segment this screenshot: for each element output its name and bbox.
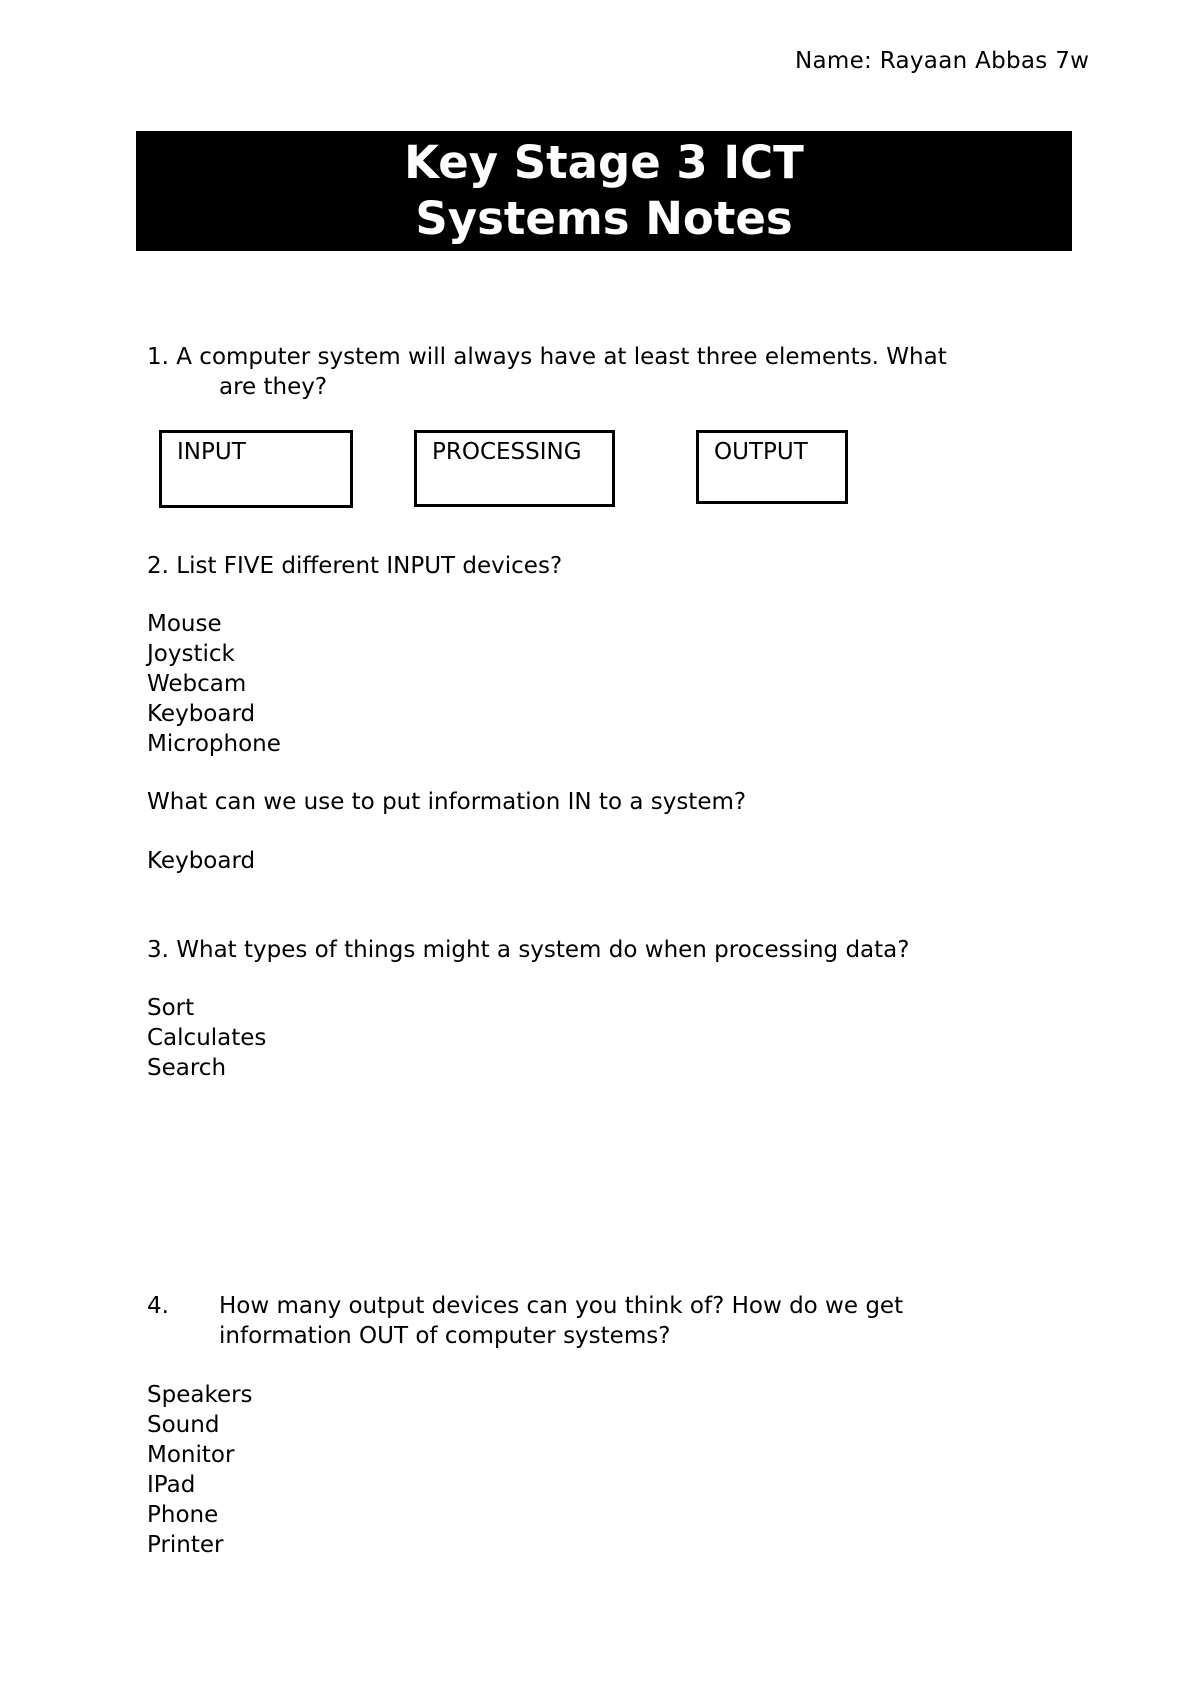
student-name: Name: Rayaan Abbas 7w (795, 48, 1090, 74)
q4-text-line-2: information OUT of computer systems? (219, 1323, 671, 1349)
input-box (159, 430, 353, 508)
processing-box (414, 430, 615, 507)
q4-answer-list (147, 1380, 253, 1560)
output-box-label: OUTPUT (714, 439, 808, 465)
output-box (696, 430, 848, 504)
list-item: Webcam (147, 671, 247, 697)
q3-question: 3. What types of things might a system do when processing data? (147, 937, 910, 963)
list-item: Mouse (147, 611, 222, 637)
input-box-label: INPUT (177, 439, 246, 465)
title-banner (136, 131, 1072, 251)
q2-question: 2. List FIVE different INPUT devices? (147, 553, 563, 579)
processing-box-label: PROCESSING (432, 439, 582, 465)
list-item: Keyboard (147, 701, 256, 727)
q4-text-line-1: How many output devices can you think of? How do we get (219, 1293, 904, 1319)
list-item: Calculates (147, 1025, 267, 1051)
title-line-1: Key Stage 3 ICT (404, 136, 804, 189)
list-item: Phone (147, 1502, 219, 1528)
q2-answer-list (147, 609, 281, 759)
q2-sub-question: What can we use to put information IN to a system? (147, 789, 747, 815)
list-item: Sort (147, 995, 195, 1021)
title-line-2: Systems Notes (415, 192, 793, 245)
list-item: Speakers (147, 1382, 253, 1408)
list-item: Sound (147, 1412, 220, 1438)
list-item: Joystick (147, 641, 235, 667)
q4-number: 4. (147, 1293, 169, 1319)
list-item: Monitor (147, 1442, 235, 1468)
list-item: Search (147, 1055, 227, 1081)
list-item: Microphone (147, 731, 281, 757)
q1-text-line-1: 1. A computer system will always have at least three elements. What (147, 344, 947, 370)
list-item: IPad (147, 1472, 196, 1498)
q2-sub-answer: Keyboard (147, 848, 256, 874)
q3-answer-list (147, 993, 266, 1083)
q1-text-line-2: are they? (219, 374, 328, 400)
list-item: Printer (147, 1532, 224, 1558)
